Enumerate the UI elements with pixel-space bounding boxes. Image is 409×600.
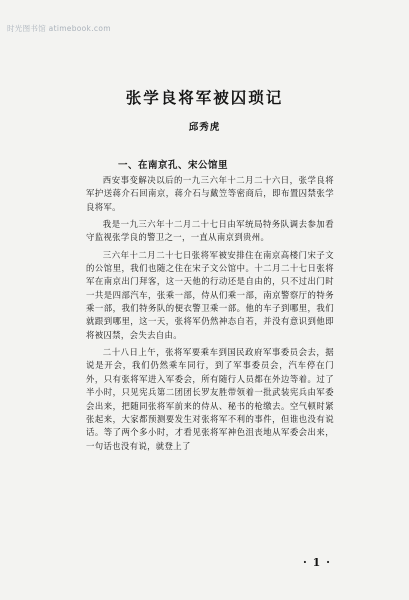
section-heading: 一、在南京孔、宋公馆里 (118, 160, 229, 171)
paragraph-2: 我是一九三六年十二月二十七日由军统局特务队调去参加看守监视张学良的警卫之一，一直从南京到贵州。 (86, 219, 334, 243)
paragraph-4: 二十八日上午，张将军要乘车到国民政府军事委员会去，据说是开会，我们仍然乘车同行，到了军事委员会，汽车停在门外，只有张将军进入军委会，所有随行人员都在外边等着。过了半小时，只见宪兵第二团团长罗友胜带领着一批武装宪兵由军委会出来，把随同张将军前来的侍从、秘书的枪缴去。空气顿时紧张起来，大家都预测要发生对张将军不利的事件，但谁也没有说话。等了两个多小时，才看见张将军神色沮丧地从军委会出来，一句话也没有说，就登上了 (86, 347, 334, 451)
watermark: 时光图书馆 atimebook.com (7, 24, 111, 33)
paragraph-3: 三六年十二月二十七日张将军被安排住在南京高楼门宋子文的公馆里，我们也随之住在宋子文公馆中。十二月二十七日张将军在南京出门拜客，这一天他的行动还是自由的，只不过出门时一共是四部汽车，张乘一部，侍从们乘一部，南京警察厅的特务乘一部，我们特务队的便衣警卫乘一部。他的车子到哪里，我们就跟到哪里，这一天，张将军仍然神态自若，并没有意识到他即将被囚禁，会失去自由。 (86, 249, 334, 340)
paragraph-1: 西安事变解决以后的一九三六年十二月二十六日，张学良将军护送蒋介石回南京，蒋介石与戴笠等密商后，即布置囚禁张学良将军。 (86, 175, 334, 212)
author-name: 邱秀虎 (188, 122, 221, 133)
article-title: 张学良将军被囚琐记 (125, 88, 284, 107)
page-number: · 1 · (303, 556, 331, 569)
article-body (86, 174, 334, 457)
